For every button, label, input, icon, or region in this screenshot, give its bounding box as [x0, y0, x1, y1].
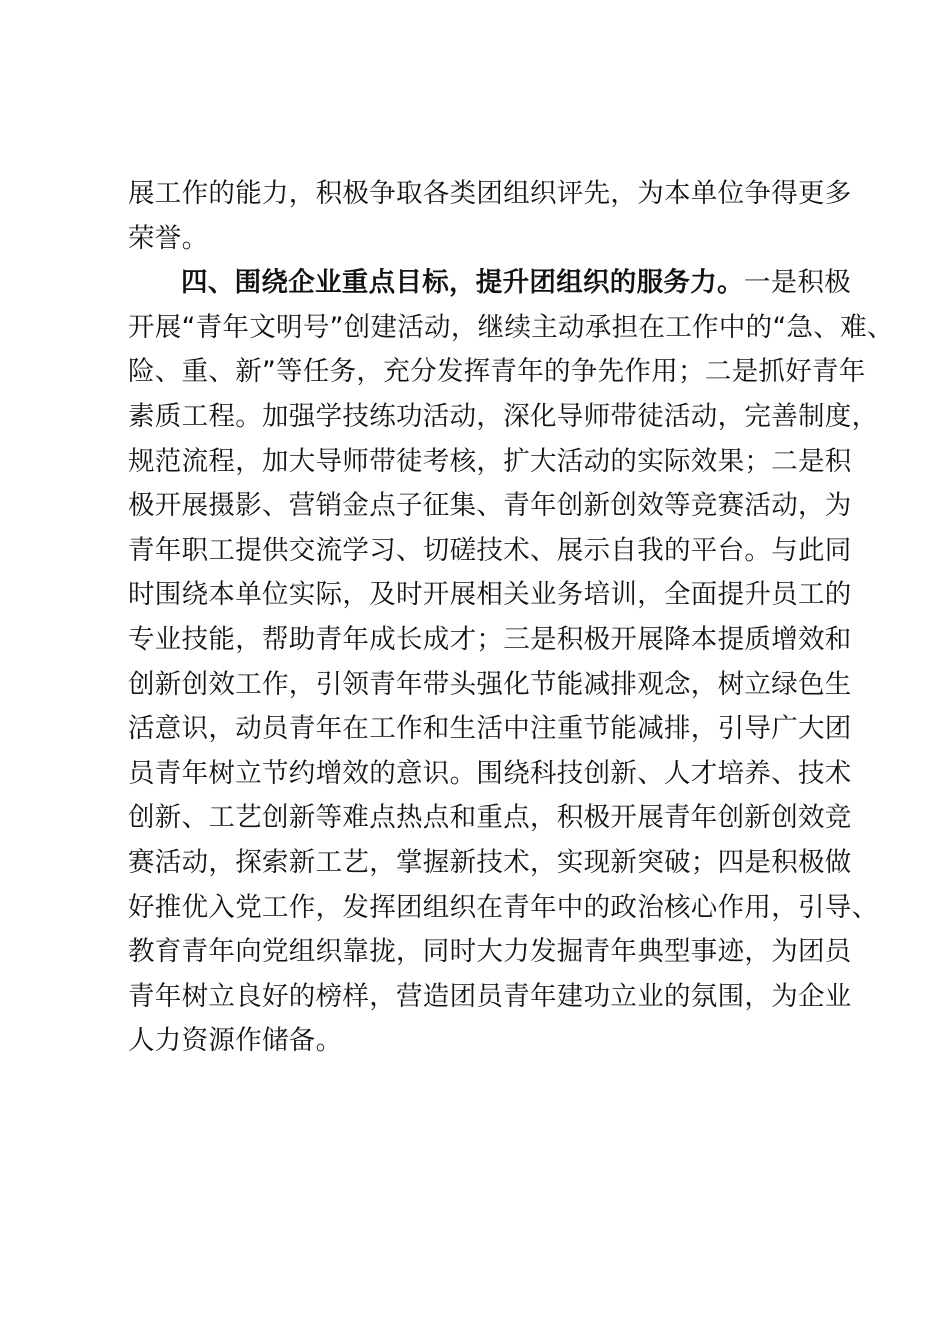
text-line: 开展“青年文明号”创建活动，继续主动承担在工作中的“急、难、 — [128, 311, 894, 343]
text-line: 规范流程，加大导师带徒考核，扩大活动的实际效果；二是积 — [128, 445, 852, 477]
text-line: 员青年树立节约增效的意识。围绕科技创新、人才培养、技术 — [128, 757, 852, 789]
section-heading-line — [128, 261, 852, 306]
text-line: 活意识，动员青年在工作和生活中注重节能减排，引导广大团 — [128, 713, 852, 745]
section-heading-rest: 一是积极 — [743, 267, 852, 299]
text-line: 素质工程。加强学技练功活动，深化导师带徒活动，完善制度， — [128, 400, 879, 432]
text-line: 创新创效工作，引领青年带头强化节能减排观念，树立绿色生 — [128, 668, 852, 700]
text-line: 荣誉。 — [128, 222, 209, 254]
text-line: 创新、工艺创新等难点热点和重点，积极开展青年创新创效竞 — [128, 802, 852, 834]
text-line: 青年职工提供交流学习、切磋技术、展示自我的平台。与此同 — [128, 534, 852, 566]
text-line: 展工作的能力，积极争取各类团组织评先，为本单位争得更多 — [128, 178, 852, 209]
section-heading: 四、围绕企业重点目标，提升团组织的服务力。 — [181, 267, 744, 299]
text-line: 好推优入党工作，发挥团组织在青年中的政治核心作用，引导、 — [128, 891, 879, 923]
text-line: 青年树立良好的榜样，营造团员青年建功立业的氛围，为企业 — [128, 980, 852, 1012]
text-line: 时围绕本单位实际，及时开展相关业务培训，全面提升员工的 — [128, 579, 852, 611]
text-line: 专业技能，帮助青年成长成才；三是积极开展降本提质增效和 — [128, 623, 852, 655]
text-line: 赛活动，探索新工艺，掌握新技术，实现新突破；四是积极做 — [128, 846, 852, 878]
text-line: 极开展摄影、营销金点子征集、青年创新创效等竞赛活动，为 — [128, 490, 852, 522]
text-line: 教育青年向党组织靠拢，同时大力发掘青年典型事迹，为团员 — [128, 936, 852, 968]
document-body — [128, 172, 894, 1064]
text-line: 险、重、新”等任务，充分发挥青年的争先作用；二是抓好青年 — [128, 356, 866, 388]
text-line: 人力资源作储备。 — [128, 1025, 343, 1057]
